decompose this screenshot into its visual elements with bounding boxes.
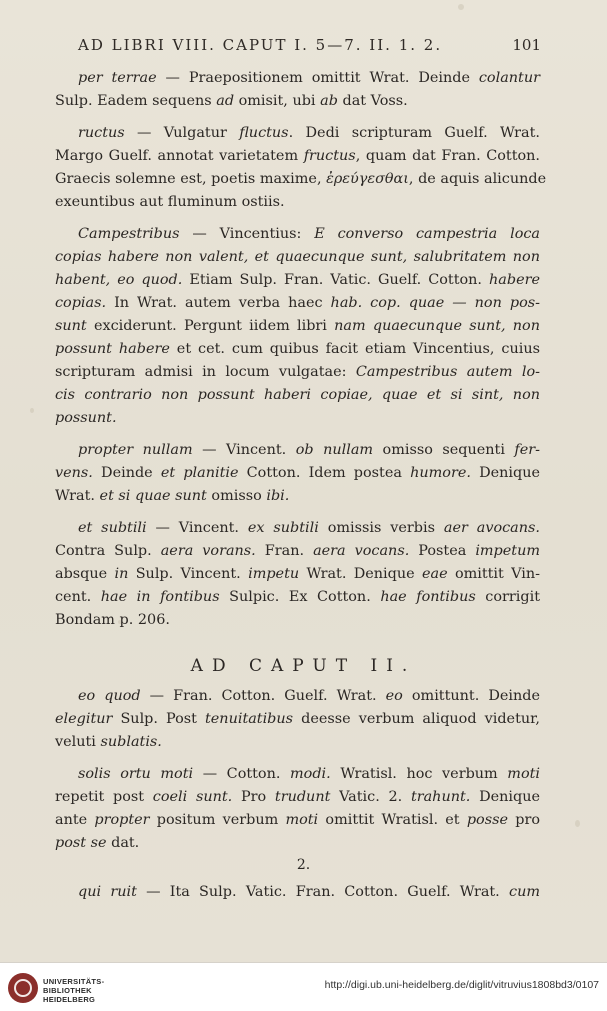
running-title: AD LIBRI VIII. CAPUT I. 5—7. II. 1. 2. bbox=[78, 36, 443, 54]
page-number: 101 bbox=[512, 36, 541, 54]
text-line: Contra Sulp. aera vorans. Fran. aera vocans. Postea impetum bbox=[55, 543, 540, 559]
text-line: ructus — Vulgatur fluctus. Dedi scripturam Guelf. Wrat. bbox=[78, 125, 540, 141]
text-line: cis contrario non possunt haberi copiae, quae et si sint, non bbox=[55, 387, 540, 403]
logo-text-line1: UNIVERSITÄTS- bbox=[43, 977, 105, 986]
text-line: et subtili — Vincent. ex subtili omissis verbis aer avocans. bbox=[78, 520, 540, 536]
text-line: repetit post coeli sunt. Pro trudunt Vatic. 2. trahunt. Denique bbox=[55, 789, 540, 805]
text-line: elegitur Sulp. Post tenuitatibus deesse verbum aliquod videtur, bbox=[55, 711, 540, 727]
paper-spot bbox=[458, 4, 464, 10]
text-line: copias habere non valent, et quaecunque sunt, salubritatem non bbox=[55, 249, 540, 265]
text-line: exeuntibus aut fluminum ostiis. bbox=[55, 194, 285, 210]
text-line: Wrat. et si quae sunt omisso ibi. bbox=[55, 488, 290, 504]
text-line: Sulp. Eadem sequens ad omisit, ubi ab dat Voss. bbox=[55, 93, 408, 109]
text-line: veluti sublatis. bbox=[55, 734, 162, 750]
text-line: Bondam p. 206. bbox=[55, 612, 170, 628]
text-line: eo quod — Fran. Cotton. Guelf. Wrat. eo omittunt. Deinde bbox=[78, 688, 540, 704]
source-url-link[interactable]: http://digi.ub.uni-heidelberg.de/diglit/vitruvius1808bd3/0107 bbox=[324, 979, 599, 991]
text-line: Graecis solemne est, poetis maxime, ἐρεύγεσθαι, de aquis alicunde bbox=[55, 171, 547, 187]
text-line: vens. Deinde et planitie Cotton. Idem postea humore. Denique bbox=[55, 465, 541, 481]
footer-bar bbox=[0, 962, 607, 1011]
text-line: absque in Sulp. Vincent. impetu Wrat. Denique eae omittit Vin- bbox=[55, 566, 541, 582]
library-logo bbox=[8, 971, 118, 1005]
text-line: ante propter positum verbum moti omittit Wratisl. et posse pro bbox=[55, 812, 540, 828]
university-seal-icon bbox=[8, 973, 38, 1003]
paper-spot bbox=[30, 408, 34, 413]
text-line: possunt habere et cet. cum quibus facit etiam Vincentius, cuius bbox=[55, 341, 540, 357]
text-line: sunt exciderunt. Pergunt iidem libri nam quaecunque sunt, non bbox=[55, 318, 540, 334]
running-header bbox=[78, 36, 541, 60]
logo-text-line2: BIBLIOTHEK bbox=[43, 986, 92, 995]
paper-spot bbox=[575, 820, 580, 827]
section-heading: AD CAPUT II. bbox=[190, 656, 417, 676]
text-line: solis ortu moti — Cotton. modi. Wratisl. hoc verbum moti bbox=[78, 766, 540, 782]
text-line: Campestribus — Vincentius: E converso campestria loca bbox=[78, 226, 540, 242]
text-line: per terrae — Praepositionem omittit Wrat. Deinde colantur bbox=[78, 70, 540, 86]
text-line: qui ruit — Ita Sulp. Vatic. Fran. Cotton. Guelf. Wrat. cum bbox=[78, 884, 540, 900]
text-line: cent. hae in fontibus Sulpic. Ex Cotton. hae fontibus corrigit bbox=[55, 589, 540, 605]
logo-text-line3: HEIDELBERG bbox=[43, 995, 96, 1004]
paragraph-number: 2. bbox=[296, 857, 311, 873]
text-line: copias. In Wrat. autem verba haec hab. cop. quae — non pos- bbox=[55, 295, 540, 311]
text-line: habent, eo quod. Etiam Sulp. Fran. Vatic. Guelf. Cotton. habere bbox=[55, 272, 541, 288]
text-line: scripturam admisi in locum vulgatae: Campestribus autem lo- bbox=[55, 364, 540, 380]
text-line: Margo Guelf. annotat varietatem fructus, quam dat Fran. Cotton. bbox=[55, 148, 540, 164]
text-line: possunt. bbox=[55, 410, 117, 426]
text-line: propter nullam — Vincent. ob nullam omisso sequenti fer- bbox=[78, 442, 541, 458]
text-line: post se dat. bbox=[55, 835, 140, 851]
